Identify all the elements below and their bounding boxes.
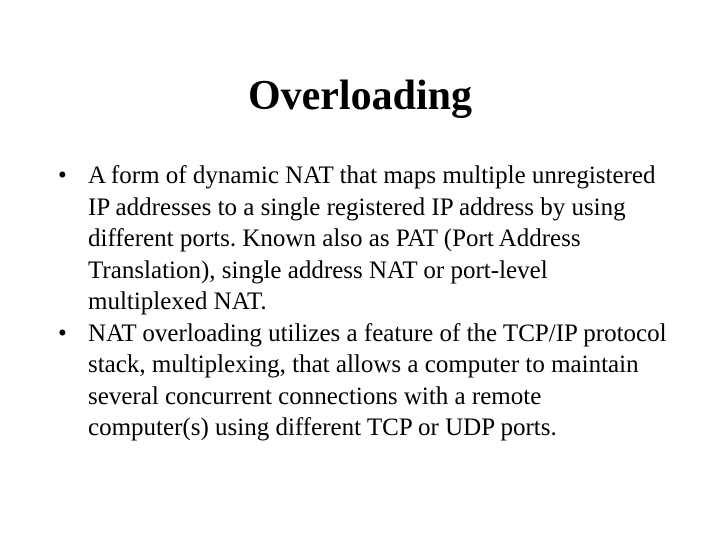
bullet-text: A form of dynamic NAT that maps multiple unregistered IP addresses to a single registered IP address by using different ports. Known also as PAT (Port Address Translation), single address NAT or port-level multiplexed NAT. <box>88 162 656 315</box>
bullet-item <box>58 160 668 318</box>
slide-title: Overloading <box>247 73 472 119</box>
bullet-marker: • <box>58 162 67 189</box>
bullet-item <box>58 318 668 444</box>
bullet-text: NAT overloading utilizes a feature of the TCP/IP protocol stack, multiplexing, that allows a computer to maintain several concurrent connections with a remote computer(s) using different TCP or UDP ports. <box>88 319 667 441</box>
bullet-list <box>58 160 668 444</box>
bullet-marker: • <box>58 319 67 347</box>
